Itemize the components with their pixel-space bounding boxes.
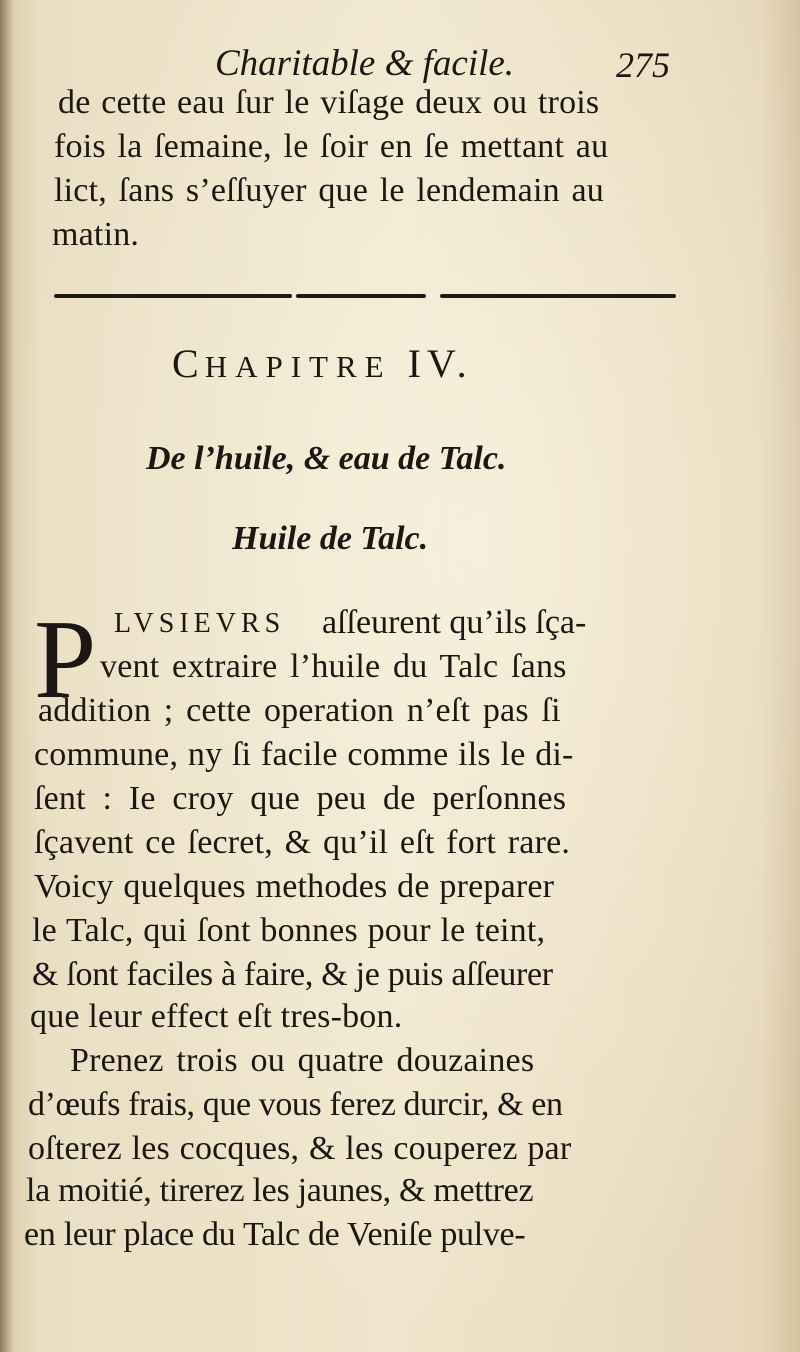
lead-small-caps: LVSIEVRS: [114, 608, 286, 639]
paragraph1-line-9: & ſont faciles à faire, & je puis aſſeurer: [32, 956, 553, 993]
running-header-title: Charitable & facile.: [215, 43, 515, 84]
chapter-numeral: IV.: [407, 341, 473, 386]
paragraph1-line-6: ſçavent ce ſecret, & qu’il eſt fort rare.: [34, 824, 571, 861]
paragraph2-line-2: d’œufs frais, que vous ferez durcir, & en: [28, 1086, 563, 1123]
chapter-first-letter: C: [172, 341, 205, 386]
paragraph2-line-4: la moitié, tirerez les jaunes, & mettrez: [26, 1172, 534, 1209]
intro-line-2: fois la ſemaine, le ſoir en ſe mettant au: [54, 128, 609, 165]
paragraph1-line-7: Voicy quelques methodes de preparer: [34, 868, 555, 905]
paragraph2-line-5: en leur place du Talc de Veniſe pulve-: [24, 1216, 526, 1253]
paragraph1-line-4: commune, ny ſi facile comme ils le di-: [34, 736, 574, 773]
intro-line-4: matin.: [52, 216, 140, 253]
intro-line-3: lict, ſans s’eſſuyer que le lendemain au: [54, 172, 604, 209]
section-rule-middle: [296, 294, 426, 298]
paragraph1-line-2: vent extraire l’huile du Talc ſans: [100, 648, 567, 685]
page-number: 275: [616, 45, 670, 85]
subsection-title: Huile de Talc.: [232, 520, 429, 557]
chapter-heading: [172, 340, 473, 387]
paragraph1-line-10: que leur effect eſt tres-bon.: [30, 998, 403, 1035]
paragraph1-line-5: ſent : Ie croy que peu de perſonnes: [34, 780, 567, 817]
paragraph1-line-3: addition ; cette operation n’eſt pas ſi: [38, 692, 561, 729]
section-title: De l’huile, & eau de Talc.: [146, 440, 507, 477]
intro-line-1: de cette eau ſur le viſage deux ou trois: [58, 84, 600, 121]
paragraph2-line-1: Prenez trois ou quatre douzaines: [70, 1042, 535, 1079]
section-rule-left: [54, 294, 292, 298]
drop-cap: P: [34, 598, 97, 722]
book-gutter: [0, 0, 14, 1352]
section-rule-right: [440, 294, 676, 298]
paragraph1-line-1: aſſeurent qu’ils ſça-: [322, 604, 587, 641]
chapter-small-caps: HAPITRE: [204, 349, 392, 384]
paragraph1-line-8: le Talc, qui ſont bonnes pour le teint,: [32, 912, 546, 949]
paragraph2-line-3: oſterez les cocques, & les couperez par: [28, 1130, 572, 1167]
